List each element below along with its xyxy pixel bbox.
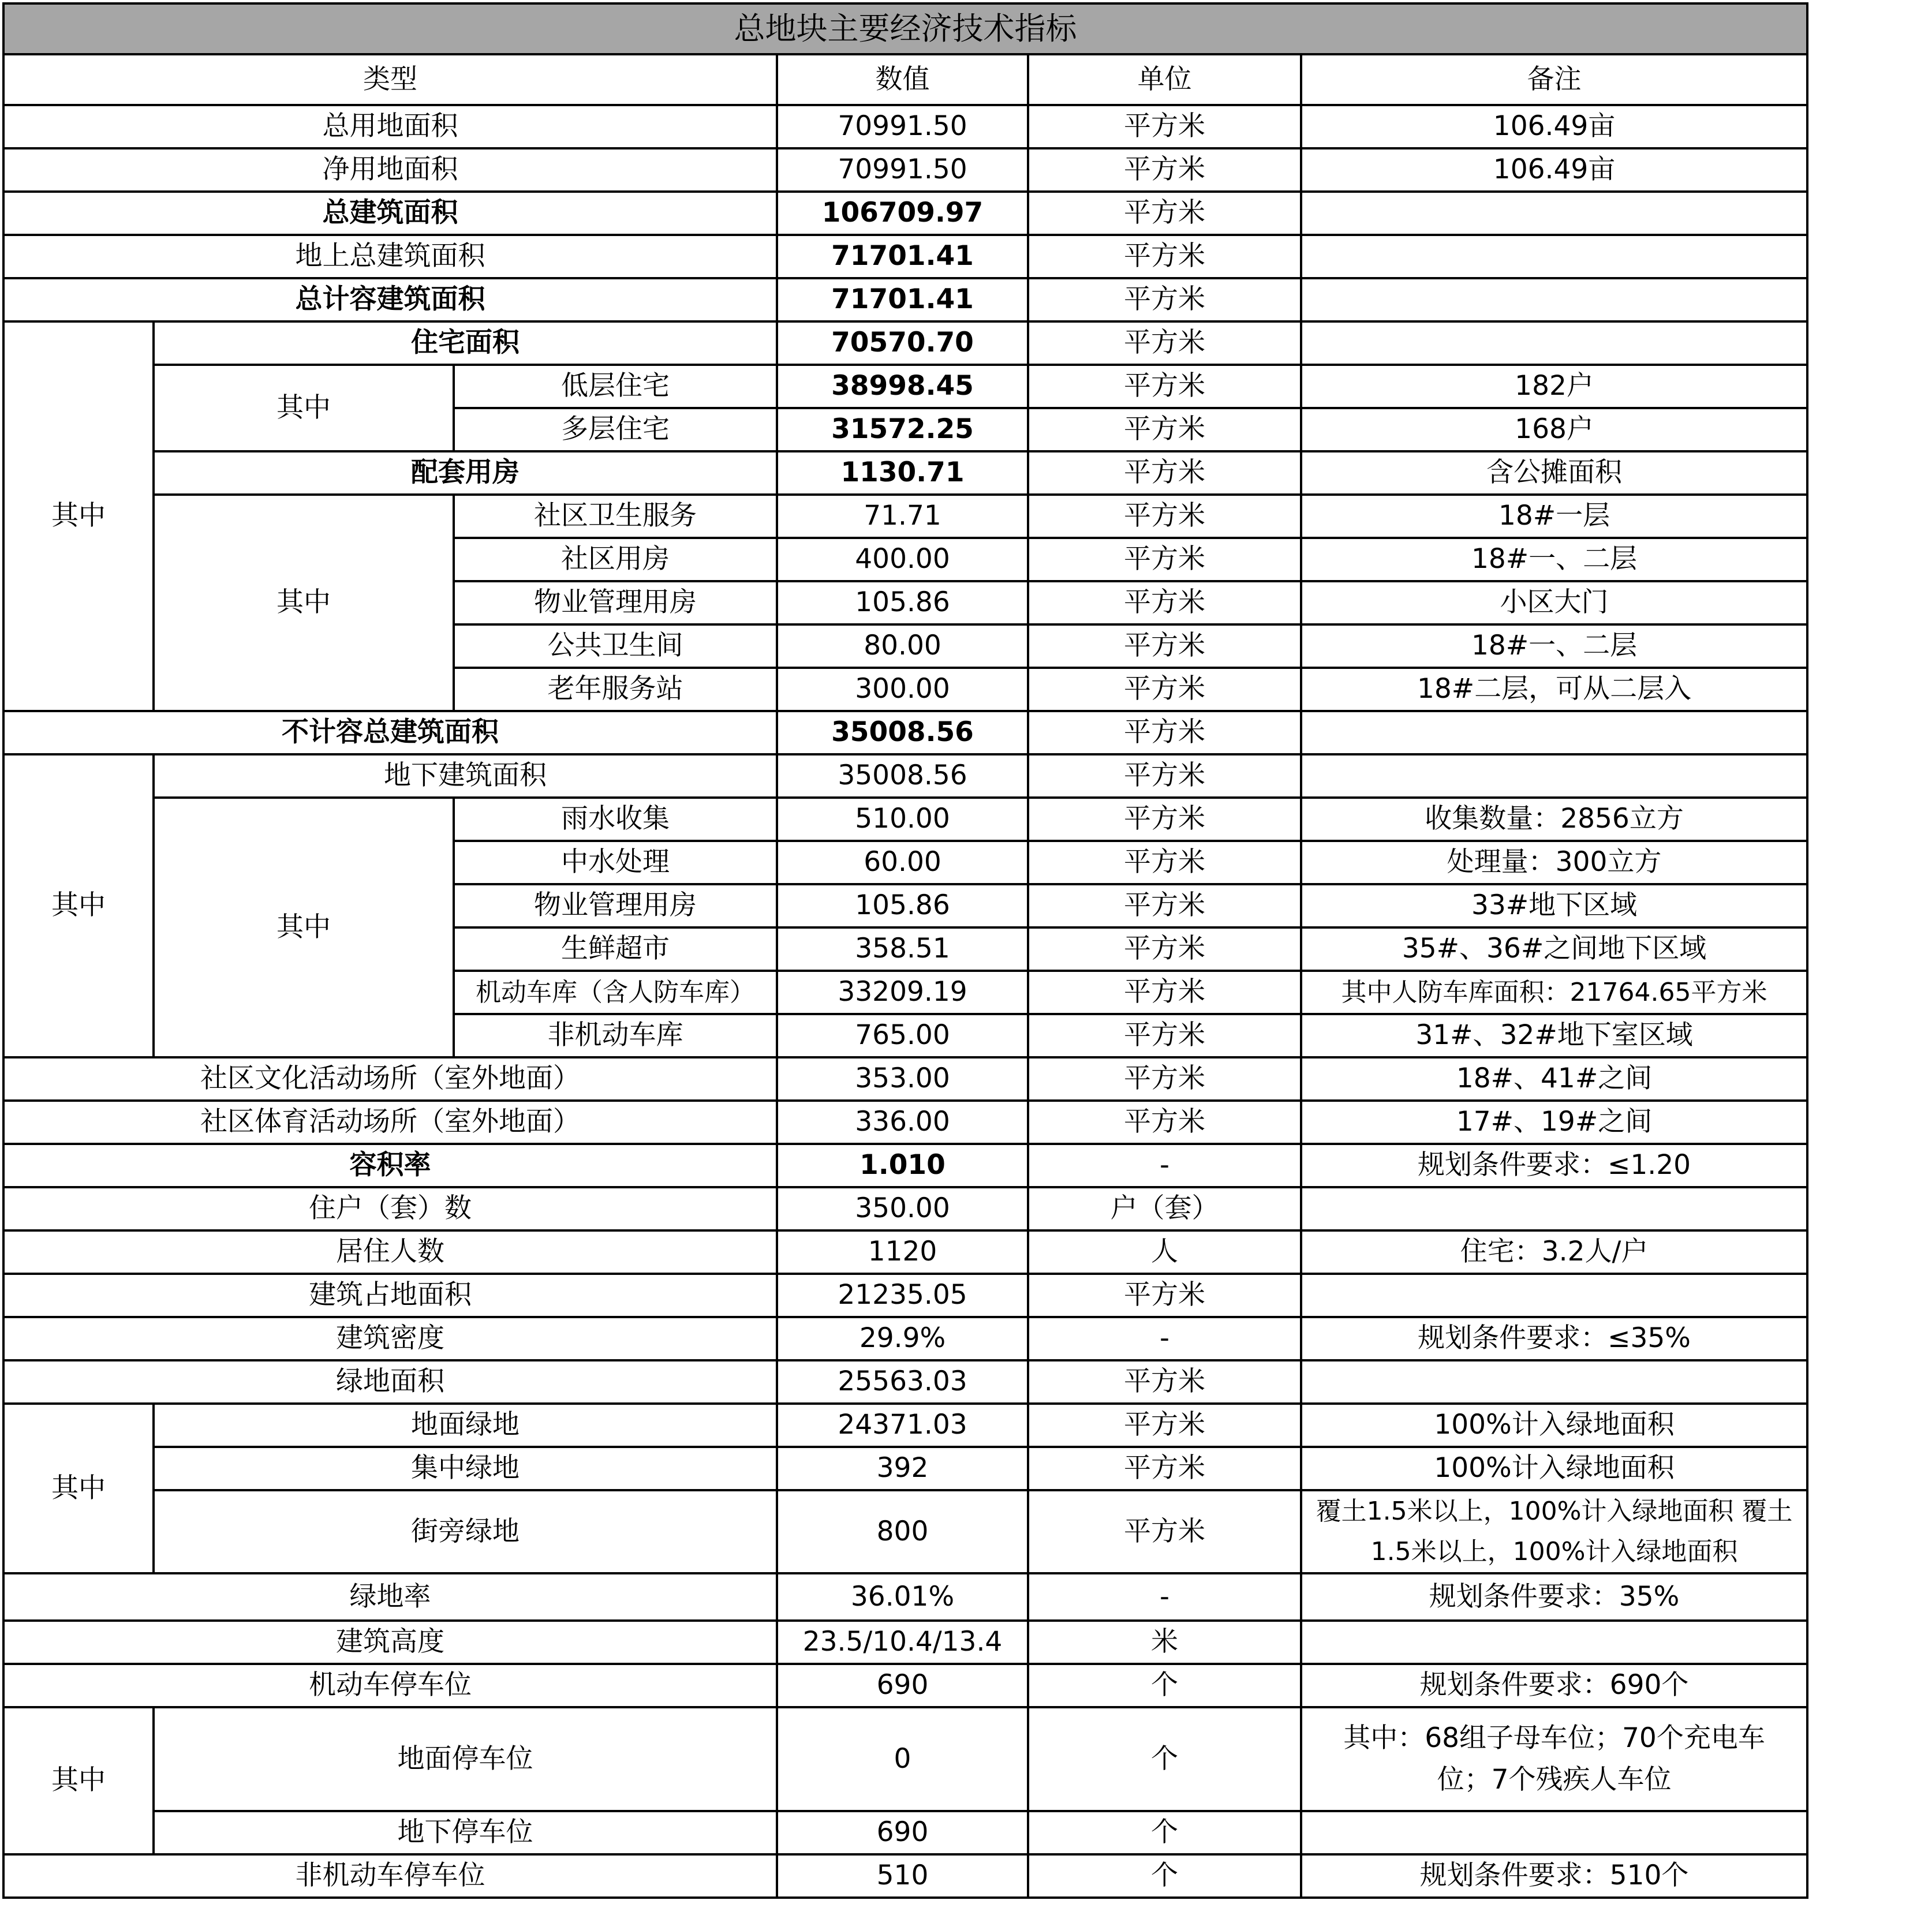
table-row xyxy=(3,148,1807,192)
row-unit: 个 xyxy=(1028,1854,1301,1898)
row-note: 17#、19#之间 xyxy=(1301,1101,1807,1144)
row-value: 336.00 xyxy=(777,1101,1028,1144)
row-label: 雨水收集 xyxy=(454,798,777,841)
table-row xyxy=(3,754,1807,798)
row-value: 71.71 xyxy=(777,495,1028,538)
table-row xyxy=(3,1101,1807,1144)
row-value: 21235.05 xyxy=(777,1274,1028,1317)
row-note xyxy=(1301,235,1807,278)
table-row xyxy=(3,1447,1807,1490)
row-note xyxy=(1301,1811,1807,1854)
table-row xyxy=(3,495,1807,538)
header-note: 备注 xyxy=(1301,54,1807,105)
table-row xyxy=(3,1230,1807,1274)
row-label: 物业管理用房 xyxy=(454,884,777,927)
row-value: 33209.19 xyxy=(777,971,1028,1014)
row-note: 100%计入绿地面积 xyxy=(1301,1404,1807,1447)
row-note: 106.49亩 xyxy=(1301,148,1807,192)
row-unit: 平方米 xyxy=(1028,105,1301,148)
row-label: 社区体育活动场所（室外地面） xyxy=(3,1101,777,1144)
row-note: 18#、41#之间 xyxy=(1301,1057,1807,1101)
row-unit: 平方米 xyxy=(1028,711,1301,754)
row-label: 集中绿地 xyxy=(154,1447,777,1490)
row-unit: 平方米 xyxy=(1028,1057,1301,1101)
row-value: 71701.41 xyxy=(777,235,1028,278)
row-value: 392 xyxy=(777,1447,1028,1490)
row-unit: 平方米 xyxy=(1028,884,1301,927)
row-label: 中水处理 xyxy=(454,841,777,884)
row-value: 300.00 xyxy=(777,668,1028,711)
row-unit: 个 xyxy=(1028,1664,1301,1707)
row-value: 70570.70 xyxy=(777,321,1028,365)
row-unit: - xyxy=(1028,1573,1301,1621)
row-unit: 平方米 xyxy=(1028,408,1301,451)
group-label-qizhong: 其中 xyxy=(3,754,154,1057)
row-unit: 人 xyxy=(1028,1230,1301,1274)
row-note xyxy=(1301,1621,1807,1664)
row-unit: 平方米 xyxy=(1028,321,1301,365)
row-label: 绿地率 xyxy=(3,1573,777,1621)
row-value: 35008.56 xyxy=(777,754,1028,798)
row-note xyxy=(1301,321,1807,365)
row-note: 处理量：300立方 xyxy=(1301,841,1807,884)
row-note: 其中人防车库面积：21764.65平方米 xyxy=(1301,971,1807,1014)
table-row xyxy=(3,1360,1807,1404)
row-note: 住宅：3.2人/户 xyxy=(1301,1230,1807,1274)
row-unit: 平方米 xyxy=(1028,668,1301,711)
row-value: 105.86 xyxy=(777,581,1028,624)
row-value: 358.51 xyxy=(777,927,1028,971)
row-label: 街旁绿地 xyxy=(154,1490,777,1573)
row-value: 350.00 xyxy=(777,1187,1028,1230)
row-label: 地下停车位 xyxy=(154,1811,777,1854)
row-unit: 平方米 xyxy=(1028,841,1301,884)
row-note xyxy=(1301,1360,1807,1404)
row-note: 106.49亩 xyxy=(1301,105,1807,148)
row-label: 总计容建筑面积 xyxy=(3,278,777,321)
row-label: 绿地面积 xyxy=(3,1360,777,1404)
row-value: 510 xyxy=(777,1854,1028,1898)
row-note: 其中：68组子母车位；70个充电车位；7个残疾人车位 xyxy=(1301,1707,1807,1811)
row-value: 510.00 xyxy=(777,798,1028,841)
row-label: 公共卫生间 xyxy=(454,624,777,668)
indicator-sheet xyxy=(2,2,1806,1918)
row-note: 35#、36#之间地下区域 xyxy=(1301,927,1807,971)
row-label: 住户（套）数 xyxy=(3,1187,777,1230)
row-label: 容积率 xyxy=(3,1144,777,1187)
row-value: 1.010 xyxy=(777,1144,1028,1187)
row-label: 非机动车库 xyxy=(454,1014,777,1057)
row-value: 24371.03 xyxy=(777,1404,1028,1447)
table-row xyxy=(3,1274,1807,1317)
row-unit: 个 xyxy=(1028,1707,1301,1811)
table-row xyxy=(3,1144,1807,1187)
row-note xyxy=(1301,1274,1807,1317)
row-value: 0 xyxy=(777,1707,1028,1811)
header-value: 数值 xyxy=(777,54,1028,105)
table-row xyxy=(3,1317,1807,1360)
row-label: 住宅面积 xyxy=(154,321,777,365)
row-note: 18#一层 xyxy=(1301,495,1807,538)
row-label: 地面停车位 xyxy=(154,1707,777,1811)
row-unit: 平方米 xyxy=(1028,365,1301,408)
row-value: 25563.03 xyxy=(777,1360,1028,1404)
row-label: 老年服务站 xyxy=(454,668,777,711)
row-note: 规划条件要求：35% xyxy=(1301,1573,1807,1621)
table-row xyxy=(3,1057,1807,1101)
row-unit: 平方米 xyxy=(1028,1490,1301,1573)
table-row xyxy=(3,1621,1807,1664)
row-unit: 平方米 xyxy=(1028,1447,1301,1490)
row-unit: 平方米 xyxy=(1028,495,1301,538)
table-row xyxy=(3,798,1807,841)
row-unit: 平方米 xyxy=(1028,1360,1301,1404)
row-unit: 平方米 xyxy=(1028,235,1301,278)
row-label: 社区文化活动场所（室外地面） xyxy=(3,1057,777,1101)
row-value: 35008.56 xyxy=(777,711,1028,754)
row-note xyxy=(1301,711,1807,754)
row-value: 29.9% xyxy=(777,1317,1028,1360)
row-value: 38998.45 xyxy=(777,365,1028,408)
row-value: 70991.50 xyxy=(777,148,1028,192)
row-unit: - xyxy=(1028,1317,1301,1360)
row-label: 地上总建筑面积 xyxy=(3,235,777,278)
row-value: 765.00 xyxy=(777,1014,1028,1057)
row-unit: 平方米 xyxy=(1028,538,1301,581)
table-row xyxy=(3,1187,1807,1230)
row-unit: 米 xyxy=(1028,1621,1301,1664)
row-unit: 平方米 xyxy=(1028,971,1301,1014)
row-label: 低层住宅 xyxy=(454,365,777,408)
row-value: 71701.41 xyxy=(777,278,1028,321)
table-row xyxy=(3,451,1807,495)
row-value: 353.00 xyxy=(777,1057,1028,1101)
group-label-qizhong: 其中 xyxy=(3,1404,154,1573)
row-note xyxy=(1301,278,1807,321)
row-label: 总建筑面积 xyxy=(3,192,777,235)
row-value: 36.01% xyxy=(777,1573,1028,1621)
row-label: 建筑占地面积 xyxy=(3,1274,777,1317)
row-note: 31#、32#地下室区域 xyxy=(1301,1014,1807,1057)
row-label: 地下建筑面积 xyxy=(154,754,777,798)
subgroup-label-qizhong: 其中 xyxy=(154,365,454,451)
table-row xyxy=(3,1811,1807,1854)
row-label: 建筑密度 xyxy=(3,1317,777,1360)
row-unit: 平方米 xyxy=(1028,148,1301,192)
header-unit: 单位 xyxy=(1028,54,1301,105)
header-row xyxy=(3,54,1807,105)
row-unit: 平方米 xyxy=(1028,451,1301,495)
table-row xyxy=(3,321,1807,365)
table-row xyxy=(3,365,1807,408)
economic-indicators-table xyxy=(2,2,1808,1899)
subgroup-label-qizhong: 其中 xyxy=(154,798,454,1057)
header-type: 类型 xyxy=(3,54,777,105)
row-value: 1120 xyxy=(777,1230,1028,1274)
row-note: 小区大门 xyxy=(1301,581,1807,624)
row-label: 配套用房 xyxy=(154,451,777,495)
row-value: 80.00 xyxy=(777,624,1028,668)
row-note: 覆土1.5米以上，100%计入绿地面积 覆土1.5米以上，100%计入绿地面积 xyxy=(1301,1490,1807,1573)
subgroup-label-qizhong: 其中 xyxy=(154,495,454,711)
row-value: 105.86 xyxy=(777,884,1028,927)
row-label: 多层住宅 xyxy=(454,408,777,451)
table-row xyxy=(3,1573,1807,1621)
table-row xyxy=(3,105,1807,148)
row-note: 18#二层，可从二层入 xyxy=(1301,668,1807,711)
row-note: 33#地下区域 xyxy=(1301,884,1807,927)
row-label: 机动车停车位 xyxy=(3,1664,777,1707)
row-note: 168户 xyxy=(1301,408,1807,451)
row-unit: 平方米 xyxy=(1028,624,1301,668)
table-row xyxy=(3,235,1807,278)
row-unit: 平方米 xyxy=(1028,1404,1301,1447)
row-label: 机动车库（含人防车库） xyxy=(454,971,777,1014)
row-unit: 户（套） xyxy=(1028,1187,1301,1230)
row-note: 规划条件要求：≤35% xyxy=(1301,1317,1807,1360)
row-unit: - xyxy=(1028,1144,1301,1187)
row-note xyxy=(1301,754,1807,798)
table-row xyxy=(3,1707,1807,1811)
group-label-qizhong: 其中 xyxy=(3,321,154,711)
row-label: 建筑高度 xyxy=(3,1621,777,1664)
row-note: 规划条件要求：510个 xyxy=(1301,1854,1807,1898)
row-label: 居住人数 xyxy=(3,1230,777,1274)
row-label: 非机动车停车位 xyxy=(3,1854,777,1898)
row-label: 生鲜超市 xyxy=(454,927,777,971)
row-unit: 平方米 xyxy=(1028,1101,1301,1144)
table-row xyxy=(3,1664,1807,1707)
row-value: 690 xyxy=(777,1811,1028,1854)
table-title: 总地块主要经济技术指标 xyxy=(3,3,1807,54)
row-unit: 平方米 xyxy=(1028,278,1301,321)
row-unit: 平方米 xyxy=(1028,1274,1301,1317)
row-note xyxy=(1301,1187,1807,1230)
row-value: 800 xyxy=(777,1490,1028,1573)
row-note: 规划条件要求：≤1.20 xyxy=(1301,1144,1807,1187)
row-unit: 个 xyxy=(1028,1811,1301,1854)
table-row xyxy=(3,711,1807,754)
row-unit: 平方米 xyxy=(1028,798,1301,841)
row-note xyxy=(1301,192,1807,235)
row-unit: 平方米 xyxy=(1028,754,1301,798)
row-value: 60.00 xyxy=(777,841,1028,884)
row-value: 1130.71 xyxy=(777,451,1028,495)
row-note: 含公摊面积 xyxy=(1301,451,1807,495)
table-row xyxy=(3,278,1807,321)
row-label: 社区用房 xyxy=(454,538,777,581)
row-note: 18#一、二层 xyxy=(1301,538,1807,581)
row-value: 23.5/10.4/13.4 xyxy=(777,1621,1028,1664)
table-row xyxy=(3,1490,1807,1573)
row-value: 31572.25 xyxy=(777,408,1028,451)
row-note: 100%计入绿地面积 xyxy=(1301,1447,1807,1490)
row-note: 18#一、二层 xyxy=(1301,624,1807,668)
row-unit: 平方米 xyxy=(1028,192,1301,235)
row-note: 182户 xyxy=(1301,365,1807,408)
row-value: 106709.97 xyxy=(777,192,1028,235)
row-unit: 平方米 xyxy=(1028,927,1301,971)
table-row xyxy=(3,1404,1807,1447)
group-label-qizhong: 其中 xyxy=(3,1707,154,1854)
title-row xyxy=(3,3,1807,54)
table-row xyxy=(3,1854,1807,1898)
row-value: 400.00 xyxy=(777,538,1028,581)
row-label: 地面绿地 xyxy=(154,1404,777,1447)
row-note: 收集数量：2856立方 xyxy=(1301,798,1807,841)
row-label: 不计容总建筑面积 xyxy=(3,711,777,754)
row-label: 净用地面积 xyxy=(3,148,777,192)
row-value: 690 xyxy=(777,1664,1028,1707)
table-row xyxy=(3,192,1807,235)
row-unit: 平方米 xyxy=(1028,581,1301,624)
row-unit: 平方米 xyxy=(1028,1014,1301,1057)
row-label: 物业管理用房 xyxy=(454,581,777,624)
row-label: 总用地面积 xyxy=(3,105,777,148)
row-value: 70991.50 xyxy=(777,105,1028,148)
row-label: 社区卫生服务 xyxy=(454,495,777,538)
row-note: 规划条件要求：690个 xyxy=(1301,1664,1807,1707)
